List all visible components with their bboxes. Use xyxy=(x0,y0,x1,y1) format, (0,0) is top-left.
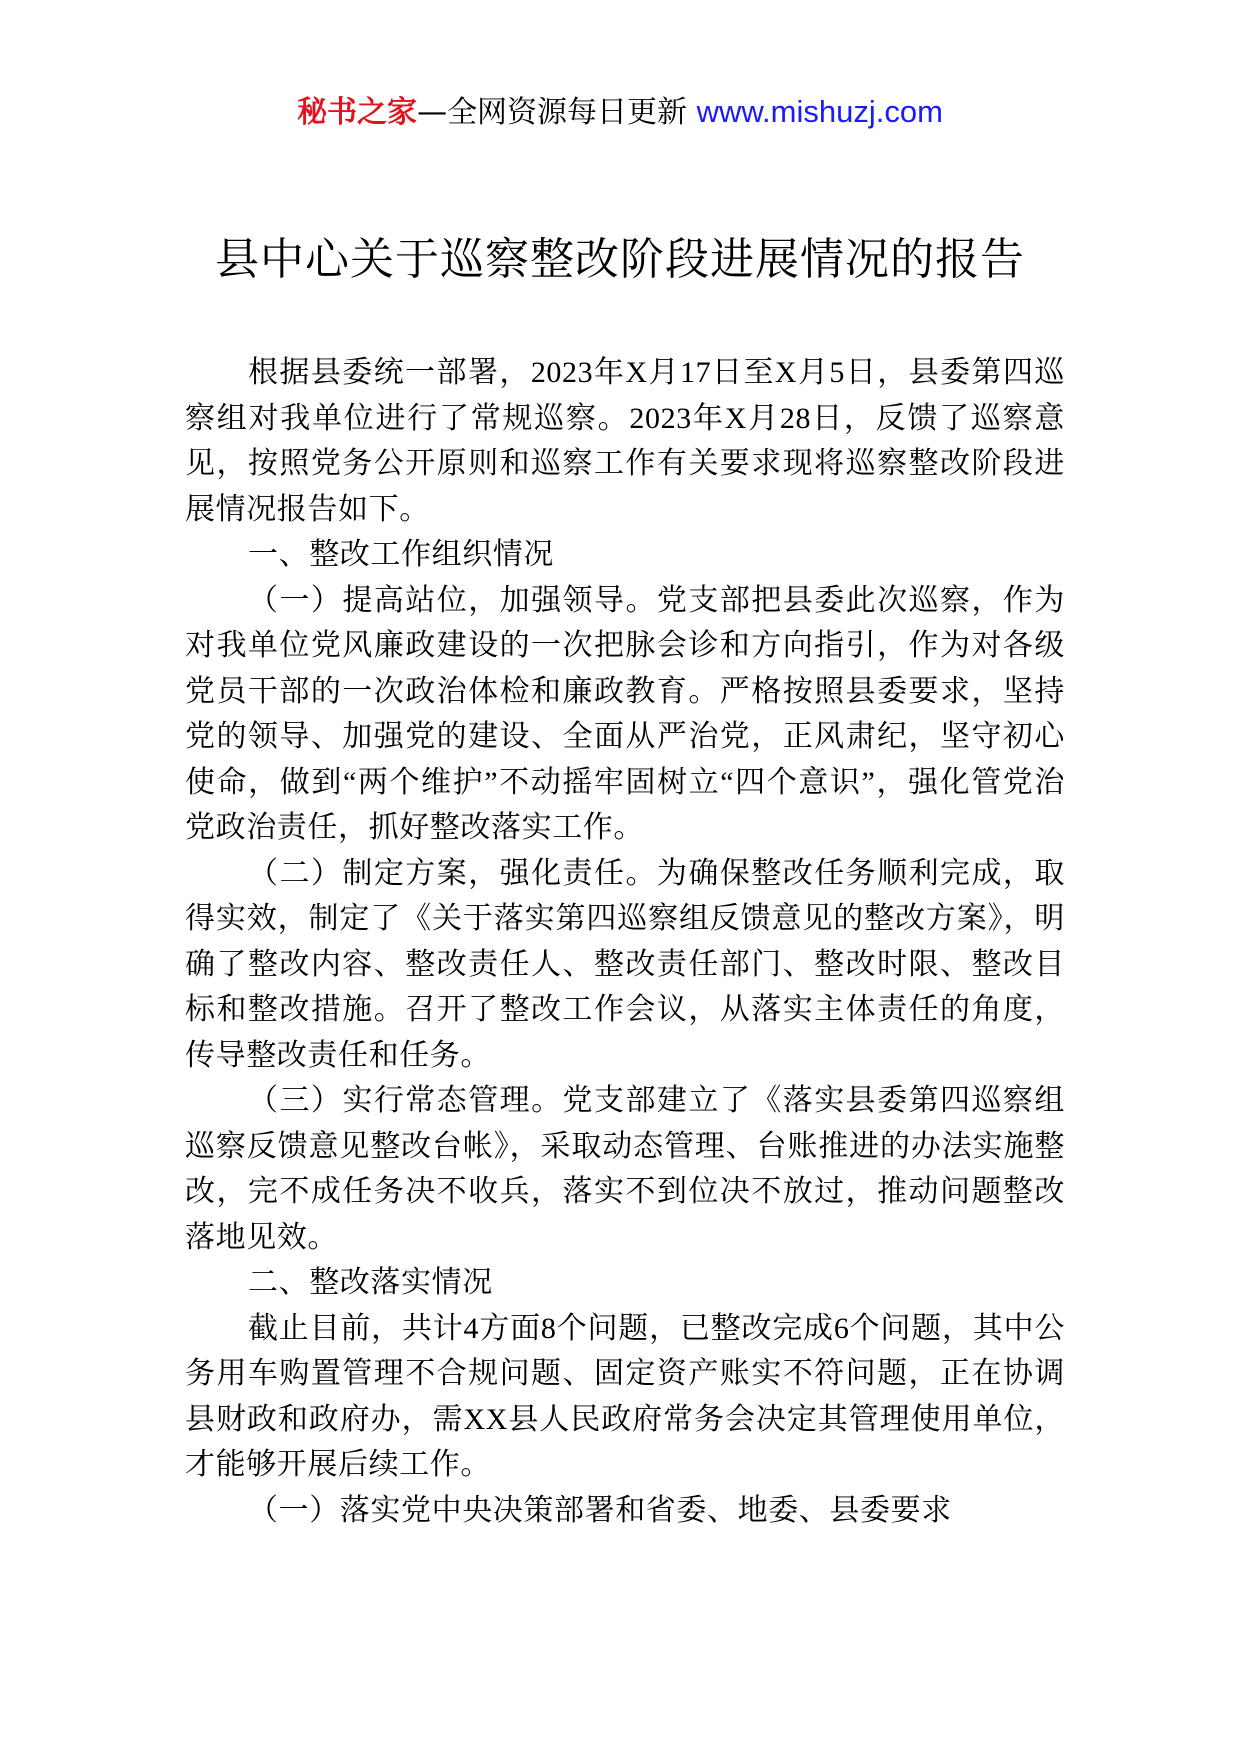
section-heading-2: 二、整改落实情况 xyxy=(248,1266,493,1299)
section-heading-1: 一、整改工作组织情况 xyxy=(248,538,554,571)
paragraph-1-3: （三）实行常态管理。党支部建立了《落实县委第四巡察组巡察反馈意见整改台帐》，采取动态管理、台账推进的办法实施整改，完不成任务决不收兵，落实不到位决不放过，推动问题整改落地见效。 xyxy=(185,1084,1065,1254)
document-body xyxy=(185,350,1065,1533)
document-title: 县中心关于巡察整改阶段进展情况的报告 xyxy=(215,234,1025,285)
site-brand: 秘书之家 xyxy=(297,95,418,130)
paragraph-2-1: （一）落实党中央决策部署和省委、地委、县委要求 xyxy=(248,1493,952,1527)
site-tagline: —全网资源每日更新 xyxy=(417,95,688,130)
paragraph-1-2: （二）制定方案，强化责任。为确保整改任务顺利完成，取得实效，制定了《关于落实第四巡察组反馈意见的整改方案》，明确了整改内容、整改责任人、整改责任部门、整改时限、整改目标和整改措施。召开了整改工作会议，从落实主体责任的角度，传导整改责任和任务。 xyxy=(185,856,1065,1072)
paragraph-intro: 根据县委统一部署，2023年X月17日至X月5日，县委第四巡察组对我单位进行了常规巡察。2023年X月28日，反馈了巡察意见，按照党务公开原则和巡察工作有关要求现将巡察整改阶段进展情况报告如下。 xyxy=(185,356,1065,526)
site-url-link[interactable]: www.mishuzj.com xyxy=(696,94,943,129)
paragraph-2-summary: 截止目前，共计4方面8个问题，已整改完成6个问题，其中公务用车购置管理不合规问题、固定资产账实不符问题，正在协调县财政和政府办，需XX县人民政府常务会决定其管理使用单位，才能够开展后续工作。 xyxy=(185,1311,1065,1481)
site-banner xyxy=(0,92,1240,133)
paragraph-1-1: （一）提高站位，加强领导。党支部把县委此次巡察，作为对我单位党风廉政建设的一次把脉会诊和方向指引，作为对各级党员干部的一次政治体检和廉政教育。严格按照县委要求，坚持党的领导、加强党的建设、全面从严治党，正风肃纪，坚守初心使命，做到“两个维护”不动摇牢固树立“四个意识”，强化管党治党政治责任，抓好整改落实工作。 xyxy=(185,583,1065,844)
